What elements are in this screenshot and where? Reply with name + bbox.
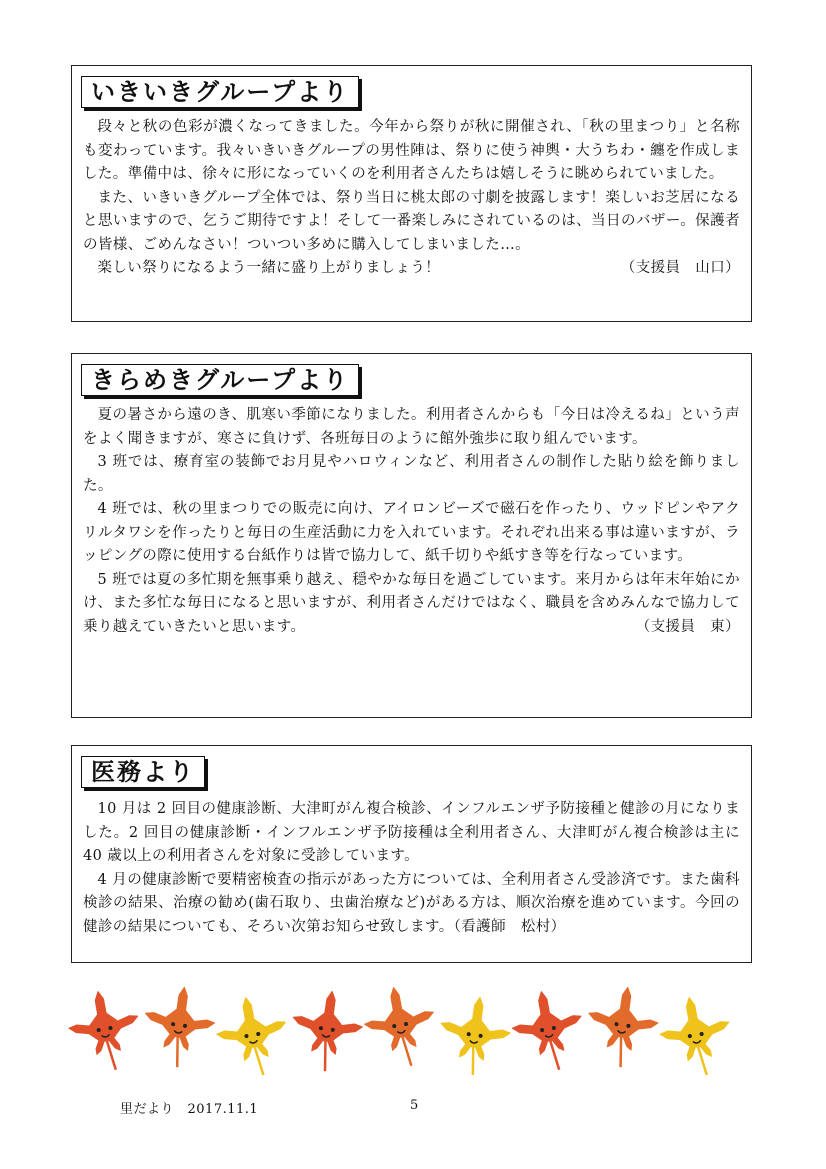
leaf-shape [141,985,219,1053]
signature: （看護師 松村） [453,918,566,935]
paragraph: また、いきいきグループ全体では、祭り当日に桃太郎の寸劇を披露します！楽しいお芝居になると思いますので、乞うご期待ですよ！そして一番楽しみにされているのは、当日のバザー。保護者の皆様、ごめんなさい！ついつい多めに購入してしまいました…。 [83,189,740,253]
paragraph: 段々と秋の色彩が濃くなってきました。今年から祭りが秋に開催され、「秋の里まつり」と名称も変わっています。我々いきいきグループの男性陣は、祭りに使う神輿・大うちわ・纏を作成しました。準備中は、徐々に形になっていくのを利用者さんたちは嬉しそうに眺められていました。 [83,119,740,182]
leaf-shape [585,985,663,1053]
paragraph-last [83,257,740,281]
leaf-shape [437,993,515,1064]
paragraph-last [83,869,740,940]
smiling-maple-leaf-icon [655,992,733,1075]
leaf-shape [655,992,733,1065]
section-title: きらめきグループより [81,364,359,396]
smiling-maple-leaf-icon [68,986,146,1075]
section-title: いきいきグループより [81,76,359,108]
leaf-shape [289,987,367,1058]
paragraph: 3 班では、療育室の装飾でお月見やハロウィンなど、利用者さんの制作した貼り絵を飾りました。 [83,454,740,494]
leaf-shape [359,985,438,1054]
signature: （支援員 東） [635,618,740,635]
maple-leaf-border [68,985,733,1075]
smiling-maple-leaf-icon [359,985,442,1072]
leaf-shape [211,992,290,1065]
section-title: 医務より [81,756,205,788]
paragraph-text: 4 月の健康診断で要精密検査の指示があった方については、全利用者さん受診済です。また歯科検診の結果、治療の勧め(歯石取り、虫歯治療など)がある方は、順次治療を進めています。今回の健診の結果についても、そろい次第お知らせ致します。 [83,871,740,935]
section-body [83,798,740,939]
smiling-maple-leaf-icon [507,986,590,1075]
section-imu [71,745,752,963]
paragraph: 4 班では、秋の里まつりでの販売に向け、アイロンビーズで磁石を作ったり、ウッドピンやアクリルタワシを作ったりと毎日の生産活動に力を入れています。それぞれ出来る事は違いますが、ラッピングの際に使用する台紙作りは皆で協力して、紙千切りや紙すき等を行なっています。 [83,501,740,564]
smiling-maple-leaf-icon [139,985,219,1071]
paragraph: 夏の暑さから遠のき、肌寒い季節になりました。利用者さんからも「今日は冷えるね」という声をよく聞きますが、寒さに負けず、各班毎日のように館外強歩に取り組んでいます。 [83,407,740,447]
paragraph-text: 楽しい祭りになるよう一緒に盛り上がりましょう！ [97,260,441,276]
smiling-maple-leaf-icon [211,992,294,1075]
signature: （支援員 山口） [620,260,740,276]
smiling-maple-leaf-icon [434,993,514,1075]
footer-newsletter: 里だより 2017.11.1 [120,1102,259,1117]
leaf-shape [68,986,143,1059]
smiling-maple-leaf-icon [582,985,662,1071]
section-ikiiki [71,65,752,322]
paragraph-last [83,569,740,640]
page-number: 5 [410,1098,419,1113]
smiling-maple-leaf-icon [286,987,366,1075]
section-body [83,116,740,281]
section-body [83,404,740,639]
leaf-shape [507,986,586,1059]
paragraph-text: 5 班では夏の多忙期を無事乗り越え、穏やかな毎日を過ごしています。来月からは年末年始にかけ、また多忙な毎日になると思いますが、利用者さんだけではなく、職員を含めみんなで協力して乗り越えていきたいと思います。 [83,571,740,635]
section-kirameki [71,353,752,718]
paragraph: 10 月は 2 回目の健康診断、大津町がん複合検診、インフルエンザ予防接種と健診の月になりました。2 回目の健康診断・インフルエンザ予防接種は全利用者さん、大津町がん複合検診は主に 40 歳以上の利用者さんを対象に受診しています。 [83,801,740,864]
